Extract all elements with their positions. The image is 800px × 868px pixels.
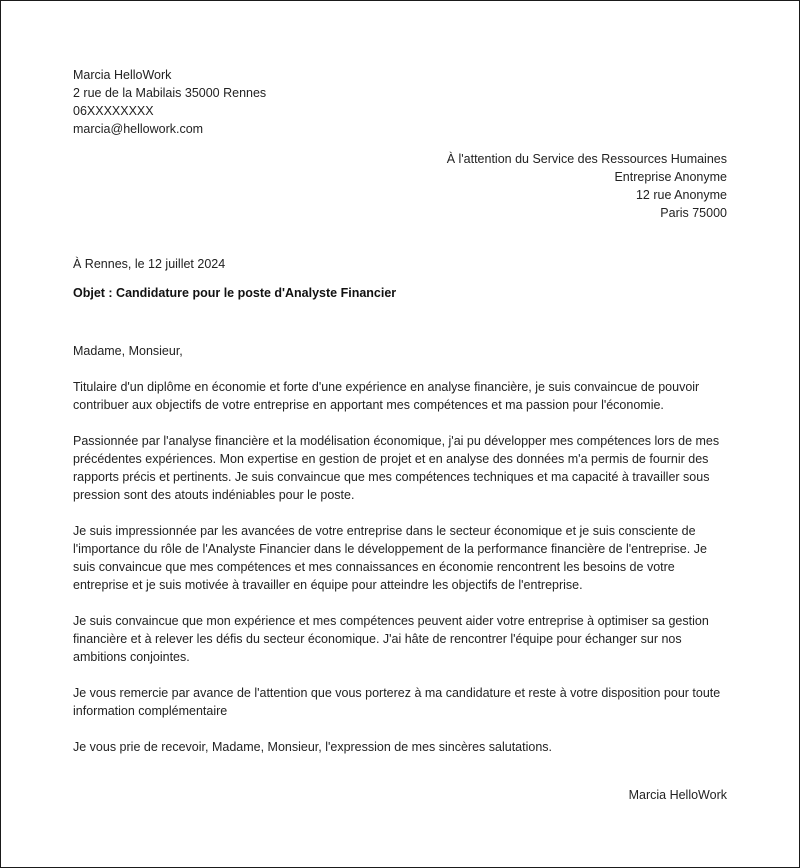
paragraph-thanks: Je vous remercie par avance de l'attention que vous porterez à ma candidature et reste à votre disposition pour toute information complémentaire	[73, 686, 721, 718]
recipient-street: 12 rue Anonyme	[635, 188, 727, 202]
recipient-city: Paris 75000	[660, 206, 727, 220]
sender-email: marcia@hellowork.com	[73, 122, 204, 136]
letter-body	[73, 342, 729, 774]
recipient-attention: À l'attention du Service des Ressources Humaines	[446, 152, 727, 166]
paragraph-closing: Je vous prie de recevoir, Madame, Monsieur, l'expression de mes sincères salutations.	[73, 740, 553, 754]
paragraph-experience: Passionnée par l'analyse financière et la modélisation économique, j'ai pu développer mes compétences lors de mes précédentes expériences. Mon expertise en gestion de projet et en analyse des données m'a permis de fournir des rapports précis et pertinents. Je suis convaincue que mes compétences techniques et ma capacité à travailler sous pression sont des atouts indéniables pour le poste.	[73, 434, 720, 502]
sender-block	[73, 66, 266, 138]
recipient-block	[447, 150, 727, 222]
subject-line: Objet : Candidature pour le poste d'Analyste Financier	[73, 286, 397, 300]
sender-address: 2 rue de la Mabilais 35000 Rennes	[73, 86, 267, 100]
paragraph-introduction: Titulaire d'un diplôme en économie et forte d'une expérience en analyse financière, je suis convaincue de pouvoir contribuer aux objectifs de votre entreprise en apportant mes compétences et ma passion pour l'économie.	[73, 380, 700, 412]
sender-phone: 06XXXXXXXX	[73, 104, 154, 118]
sender-name: Marcia HelloWork	[73, 68, 172, 82]
date-line: À Rennes, le 12 juillet 2024	[73, 257, 226, 271]
paragraph-motivation: Je suis impressionnée par les avancées de votre entreprise dans le secteur économique et je suis consciente de l'importance du rôle de l'Analyste Financier dans le développement de la performance financière de l'entreprise. Je suis convaincue que mes compétences et mes connaissances en économie rencontrent les besoins de votre entreprise et je suis motivée à travailler en équipe pour atteindre les objectifs de l'entreprise.	[73, 524, 707, 592]
signature: Marcia HelloWork	[628, 788, 727, 802]
recipient-company: Entreprise Anonyme	[614, 170, 727, 184]
salutation: Madame, Monsieur,	[73, 344, 183, 358]
paragraph-value: Je suis convaincue que mon expérience et mes compétences peuvent aider votre entreprise à optimiser sa gestion financière et à relever les défis du secteur économique. J'ai hâte de rencontrer l'équipe pour échanger sur nos ambitions conjointes.	[73, 614, 709, 664]
